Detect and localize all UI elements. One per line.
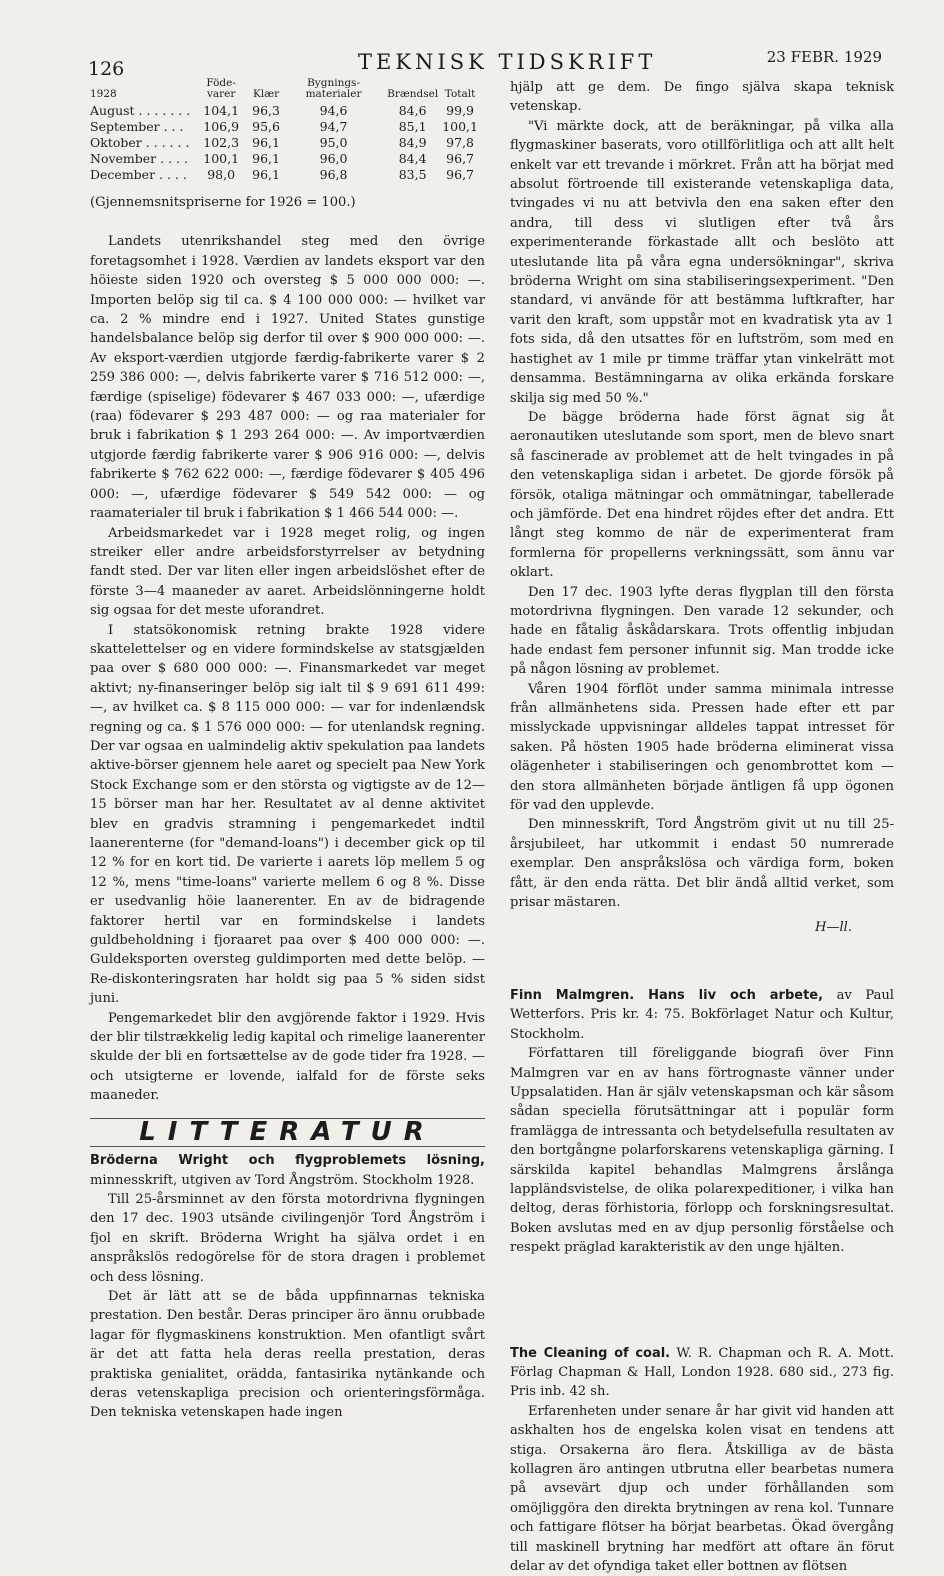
issue-date: 23 FEBR. 1929 (766, 48, 882, 66)
table-cell: 100,1 (203, 151, 240, 166)
review-heading (510, 1344, 894, 1402)
table-row (88, 119, 480, 135)
review-heading (510, 986, 894, 1044)
body-paragraph: I statsökonomisk retning brakte 1928 videre skattelettelser og en videre formindskelse av statsgjælden paa over $ 680 000 000: —. Finansmarkedet var meget aktivt; ny-finanseringer belöp sig ialt til $ 9 691 611 499: —, av hvilket ca. $ 8 115 000 000: — var for indenlændsk regning og ca. $ 1 576 000 000: — for utenlandsk regning. Der var ogsaa en ualmindelig aktiv spekulation paa landets aktive-börser gjennem hele aaret og specielt paa New York Stock Exchange som er den största og vigtigste av de 12—15 börser man har her. Resultatet av al denne aktivitet blev en gradvis stramning i pengemarkedet indtil laanerenterne (for "demand-loans") i december gick op til 12 % for en kort tid. De varierte i aarets löp mellem 5 og 12 %, mens "time-loans" varierte mellem 6 og 8 %. Disse er usedvanlig höie laanerenter. En av de bidragende faktorer hertil var en formindskelse i landets guldbeholdning i fjoraaret paa over $ 400 000 000: —. Guldeksporten oversteg guldimporten med dette belöp. — Re-diskonteringsraten har holdt sig paa 5 % siden sidst juni. (90, 622, 485, 1007)
review-meta: minnesskrift, utgiven av Tord Ångström. Stockholm 1928. (90, 1172, 475, 1188)
body-paragraph: Erfarenheten under senare år har givit vid handen att askhalten hos de engelska kolen visat en tendens att stiga. Orsakerna äro flera. Åtskilliga av de bästa kollagren äro antingen utbrutna eller bearbetas numera på avsevärt djup och under förhållanden som omöjliggöra den direkta brytningen av rena kol. Tunnare och fattigare flötser ha börjat bearbetas. Ökad övergång till maskinell brytning har medfört att oftare än förut delar av det ofyndiga taket eller bottnen av flötsen (510, 1403, 894, 1575)
price-index-table (88, 78, 480, 183)
review-signature: H—ll. (814, 920, 852, 936)
section-title-litteratur: LITTERATUR (90, 1118, 485, 1147)
body-paragraph: Den 17 dec. 1903 lyfte deras flygplan till den första motordrivna flygningen. Den varade 12 sekunder, och hade en fåtalig åskådarskara. Trots offentlig inbjudan hade endast fem personer infunnit sig. Man trodde icke på någon lösning av problemet. (510, 584, 894, 678)
table-col-total: Totalt (444, 88, 476, 100)
table-cell: 95,6 (252, 119, 280, 134)
table-header-row (88, 78, 480, 103)
table-cell: 96,1 (252, 135, 280, 150)
table-cell: 96,1 (252, 151, 280, 166)
table-cell: 84,4 (398, 151, 427, 166)
table-cell: 102,3 (203, 135, 240, 150)
table-cell: 85,1 (398, 119, 427, 134)
journal-title: TEKNISK TIDSKRIFT (358, 50, 657, 74)
table-row (88, 103, 480, 119)
body-paragraph: Pengemarkedet blir den avgjörende faktor i 1929. Hvis der blir tilstrækkelig ledig kapital och rimelige laanerenter skulde der bli en fortsættelse av de gode tider fra 1928. — och utsigterne er lovende, ialfald for de förste seks maaneder. (90, 1010, 485, 1104)
table-cell: 99,9 (446, 103, 475, 118)
table-cell: November . . . . (90, 151, 188, 166)
review-title: Bröderna Wright och flygproblemets lösning, (90, 1153, 485, 1169)
table-col-fuel: Brændsel (387, 88, 439, 100)
table-row (88, 135, 480, 151)
table-cell: 96,1 (252, 167, 280, 182)
body-paragraph: Det är lätt att se de båda uppfinnarnas tekniska prestation. Den består. Deras principer äro ännu orubbade lagar för flygmaskinens konstruktion. Men ofantligt svårt är det att fatta hela deras reella prestation, deras praktiska genialitet, orädda, fantasirika nytänkande och deras vetenskapliga precision och orienteringsförmåga. Den tekniska vetenskapen hade ingen (90, 1288, 485, 1421)
table-cell: December . . . . (90, 167, 187, 182)
table-cell: 94,7 (319, 119, 348, 134)
table-cell: 84,6 (398, 103, 427, 118)
table-col-food: Föde-varer (206, 77, 236, 100)
review-title: Finn Malmgren. Hans liv och arbete, (510, 987, 824, 1003)
left-column (90, 78, 485, 1423)
body-paragraph: Författaren till föreliggande biografi över Finn Malmgren var en av hans förtrognaste vänner under Uppsalatiden. Han är själv vetenskapsman och kär såsom sådan speciella förutsättningar att i populär form framlägga de intressanta och betydelsefulla resultaten av den bortgångne polarforskarens vetenskapliga gärning. I särskilda kapitel behandlas Malmgrens årslånga lappländsvistelse, de olika polarexpeditioner, i vilka han deltog, deras förhistoria, förlopp och forskningsresultat. Boken avslutas med en av djup personlig förståelse och respekt präglad karakteristik av den unge hjälten. (510, 1046, 894, 1256)
table-cell: 83,5 (398, 167, 427, 182)
review-meta: W. R. Chapman och R. A. Mott. Förlag Chapman & Hall, London 1928. 680 sid., 273 fig. Pris inb. 42 sh. (510, 1345, 894, 1400)
table-cell: 96,8 (319, 167, 348, 182)
table-cell: 104,1 (203, 103, 240, 118)
body-paragraph: Till 25-årsminnet av den första motordrivna flygningen den 17 dec. 1903 utsände civilingenjör Tord Ångström i fjol en skrift. Bröderna Wright ha själva ordet i en anspråkslös redogörelse för de stora dragen i problemet och dess lösning. (90, 1191, 485, 1285)
review-heading (90, 1151, 485, 1190)
table-col-clothes: Klær (253, 88, 280, 100)
table-cell: 96,3 (252, 103, 280, 118)
body-paragraph: Våren 1904 förflöt under samma minimala intresse från allmänhetens sida. Pressen hade efter ett par misslyckade uppvisningar alldeles tappat intresset för saken. På hösten 1905 hade bröderna eliminerat vissa olägenheter i stabiliseringen och genombrottet kom — den stora allmänheten började äntligen få upp ögonen för vad den upplevde. (510, 681, 894, 814)
right-column (510, 78, 894, 1576)
table-cell: 106,9 (203, 119, 240, 134)
table-cell: 94,6 (319, 103, 348, 118)
review-meta: av Paul Wetterfors. Pris kr. 4: 75. Bokförlaget Natur och Kultur, Stockholm. (510, 987, 894, 1042)
table-cell: 97,8 (446, 135, 475, 150)
page-number: 126 (88, 58, 125, 80)
table-cell: 95,0 (319, 135, 348, 150)
table-col-building: Bygnings-materialer (305, 77, 362, 100)
body-paragraph: Den minnesskrift, Tord Ångström givit ut nu till 25-årsjubileet, har utkommit i endast 50 numrerade exemplar. Den anspråkslösa och värdiga form, boken fått, är den enda rätta. Det blir ändå alltid verket, som prisar mästaren. (510, 817, 894, 911)
spacer (510, 1258, 894, 1344)
table-cell: Oktober . . . . . . (90, 135, 190, 150)
table-col-year: 1928 (90, 88, 117, 100)
table-cell: 96,7 (446, 151, 475, 166)
table-cell: 96,7 (446, 167, 475, 182)
table-cell: 100,1 (442, 119, 478, 134)
body-paragraph: hjälp att ge dem. De fingo själva skapa teknisk vetenskap. (510, 80, 894, 115)
body-paragraph: "Vi märkte dock, att de beräkningar, på vilka alla flygmaskiner baserats, voro otillförlitliga och att allt helt enkelt var ett trevande i mörkret. Från att ha börjat med absolut förtroende till existerande vetenskapliga data, tvingades vi nu att betvivla den ena saken efter den andra, till dess vi slutligen efter två års experimenterande förkastade allt och beslöto att uteslutande lita på våra egna undersökningar", skriva bröderna Wright om sina stabiliseringsexperiment. "Den standard, vi använde för att bestämma luftkrafter, har varit den kraft, som uppstår mot en kvadratisk yta av 1 fots sida, då den utsattes för en luftström, som med en hastighet av 1 mile pr timme träffar ytan vinkelrätt mot densamma. Bestämningarna av olika erkända forskare skilja sig med 50 %." (510, 118, 894, 406)
body-paragraph: Arbeidsmarkedet var i 1928 meget rolig, og ingen streiker eller andre arbeidsforstyrrelser av betydning fandt sted. Der var liten eller ingen arbeidslöshet efter de förste 3—4 maaneder av aaret. Arbeidslönningerne holdt sig ogsaa for det meste uforandret. (90, 525, 485, 619)
table-cell: September . . . (90, 119, 184, 134)
spacer (510, 938, 894, 986)
body-paragraph: Landets utenrikshandel steg med den övrige foretagsomhet i 1928. Værdien av landets eksport var den höieste siden 1920 och oversteg $ 5 000 000 000: —. Importen belöp sig til ca. $ 4 100 000 000: — hvilket var ca. 2 % mindre end i 1927. United States gunstige handelsbalance belöp sig derfor til over $ 900 000 000: —. Av eksport-værdien utgjorde færdig-fabrikerte varer $ 2 259 386 000: —, delvis fabrikerte varer $ 716 512 000: —, færdige (spiselige) födevarer $ 467 033 000: —, ufærdige (raa) födevarer $ 293 487 000: — og raa materialer for bruk i fabrikation $ 1 293 264 000: —. Av importværdien utgjorde færdig fabrikerte varer $ 906 916 000: —, delvis fabrikerte $ 762 622 000: —, færdige födevarer $ 405 496 000: —, ufærdige födevarer $ 549 542 000: — og raamaterialer til bruk i fabrikation $ 1 466 544 000: —. (90, 234, 485, 522)
table-cell: 84,9 (398, 135, 427, 150)
table-cell: 98,0 (207, 167, 236, 182)
table-cell: 96,0 (319, 151, 348, 166)
table-row (88, 151, 480, 167)
table-row (88, 167, 480, 183)
table-note: (Gjennemsnitspriserne for 1926 = 100.) (90, 195, 356, 210)
body-paragraph: De bägge bröderna hade först ägnat sig åt aeronautiken uteslutande som sport, men de blevo snart så fascinerade av problemet att de helt tvingades in på den vetenskapliga sidan i arbetet. De gjorde försök på försök, otaliga mätningar och ommätningar, tabellerade och jämförde. Det ena hindret röjdes efter det andra. Ett långt steg kommo de när de experimenterat fram formlerna för propellerns verkningssätt, som ännu var oklart. (510, 409, 894, 581)
review-title: The Cleaning of coal. (510, 1345, 671, 1361)
table-cell: August . . . . . . . (90, 103, 191, 118)
